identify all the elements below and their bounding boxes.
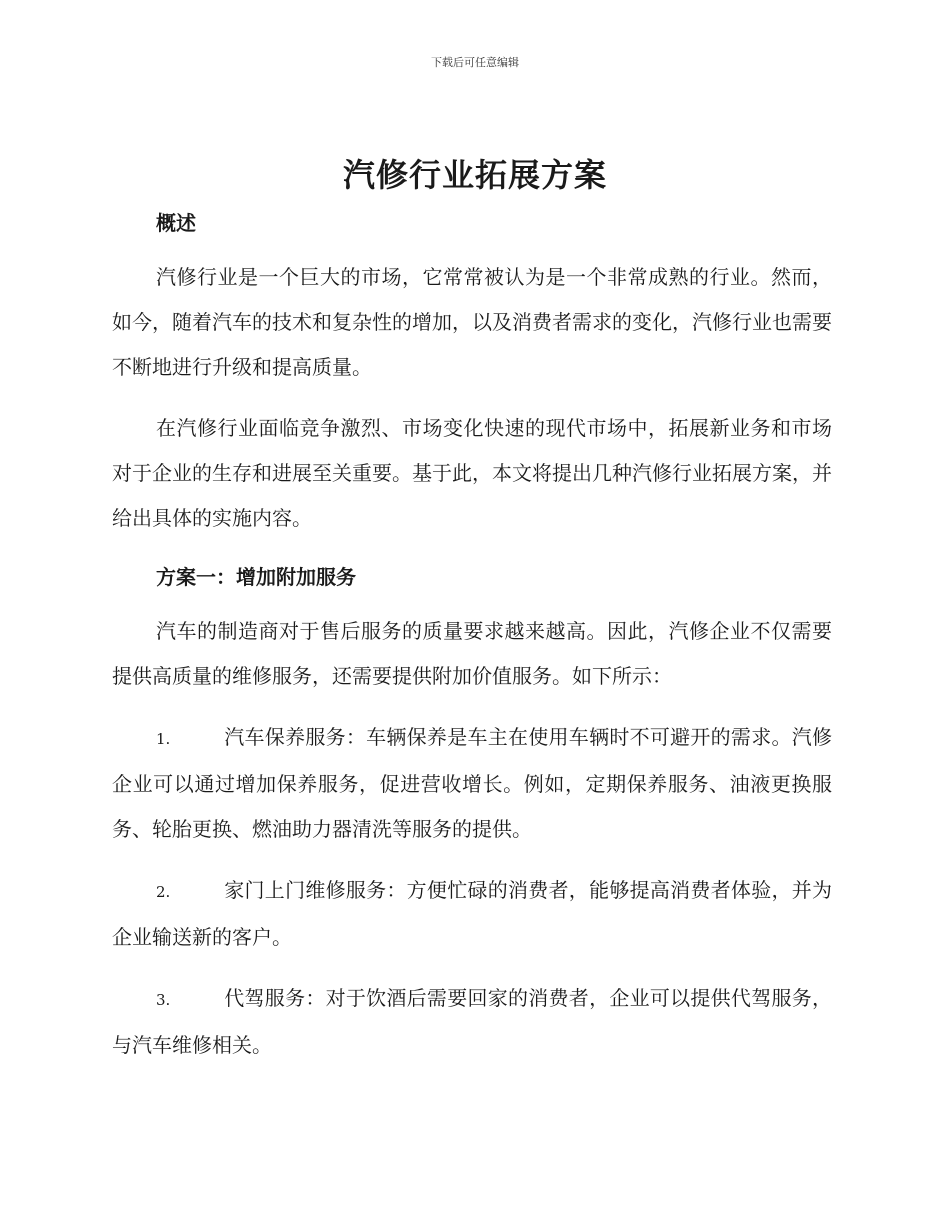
list-number: 1. [156, 730, 171, 748]
section-heading-overview: 概述 [156, 211, 196, 235]
list-item-text: 代驾服务：对于饮酒后需要回家的消费者，企业可以提供代驾服务，与汽车维修相关。 [112, 986, 832, 1057]
list-item-1 [112, 715, 832, 852]
list-item-2 [112, 868, 832, 960]
section-heading-plan1: 方案一：增加附加服务 [156, 565, 356, 589]
list-item-text: 家门上门维修服务：方便忙碌的消费者，能够提高消费者体验，并为企业输送新的客户。 [112, 878, 832, 949]
list-item-3 [112, 976, 832, 1068]
paragraph-overview-1: 汽修行业是一个巨大的市场，它常常被认为是一个非常成熟的行业。然而，如今，随着汽车的技术和复杂性的增加，以及消费者需求的变化，汽修行业也需要不断地进行升级和提高质量。 [112, 265, 832, 379]
paragraph-plan1-intro: 汽车的制造商对于售后服务的质量要求越来越高。因此，汽修企业不仅需要提供高质量的维修服务，还需要提供附加价值服务。如下所示： [112, 619, 832, 688]
list-number: 3. [156, 991, 171, 1009]
list-number: 2. [156, 883, 171, 901]
page-header-note: 下载后可任意编辑 [431, 56, 519, 69]
paragraph-overview-2: 在汽修行业面临竞争激烈、市场变化快速的现代市场中，拓展新业务和市场对于企业的生存和进展至关重要。基于此，本文将提出几种汽修行业拓展方案，并给出具体的实施内容。 [112, 416, 832, 530]
document-body [112, 203, 832, 1068]
document-title: 汽修行业拓展方案 [342, 156, 607, 194]
list-item-text: 汽车保养服务：车辆保养是车主在使用车辆时不可避开的需求。汽修企业可以通过增加保养服务，促进营收增长。例如，定期保养服务、油液更换服务、轮胎更换、燃油助力器清洗等服务的提供。 [112, 725, 832, 841]
